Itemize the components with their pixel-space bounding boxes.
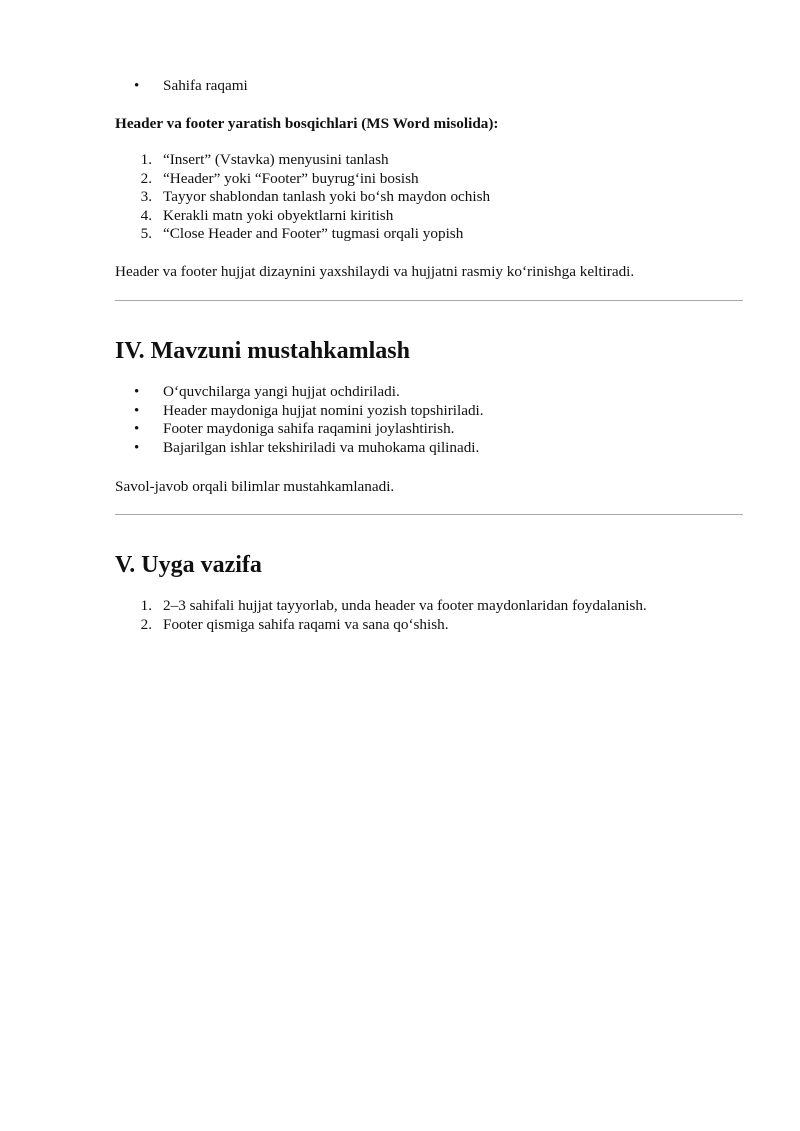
list-item: [0, 151, 490, 170]
list-item-text: Sahifa raqami: [163, 77, 248, 94]
list-item: [0, 420, 484, 439]
list-item-text: O‘quvchilarga yangi hujjat ochdiriladi.: [163, 383, 400, 400]
list-item-text: Footer maydoniga sahifa raqamini joylashtirish.: [163, 420, 455, 438]
list-number: 2.: [140, 169, 152, 187]
list-number: 5.: [140, 225, 152, 243]
list-item-text: “Close Header and Footer” tugmasi orqali yopish: [163, 225, 464, 243]
list-item-text: “Header” yoki “Footer” buyrug‘ini bosish: [163, 169, 419, 187]
section-iv-list: [0, 383, 484, 457]
list-item: [0, 439, 484, 458]
bullet-icon: •: [134, 421, 140, 438]
list-item: [0, 616, 647, 635]
horizontal-rule: [115, 300, 743, 301]
list-number: 2.: [140, 615, 152, 633]
list-item: [0, 225, 490, 244]
list-item-text: Bajarilgan ishlar tekshiriladi va muhokama qilinadi.: [163, 438, 480, 456]
list-item-text: “Insert” (Vstavka) menyusini tanlash: [163, 151, 389, 168]
list-item: [0, 383, 484, 402]
steps-heading: Header va footer yaratish bosqichlari (MS Word misolida):: [115, 115, 499, 132]
list-number: 1.: [140, 597, 152, 614]
horizontal-rule: [115, 514, 743, 515]
list-item: [0, 402, 484, 421]
list-item-text: Footer qismiga sahifa raqami va sana qo‘shish.: [163, 615, 449, 633]
bullet-icon: •: [134, 384, 140, 400]
list-number: 4.: [140, 206, 152, 224]
section-v-list: [0, 597, 647, 634]
bullet-icon: •: [134, 402, 140, 419]
list-number: 1.: [140, 151, 152, 168]
list-item: [0, 77, 248, 96]
list-item: [0, 207, 490, 226]
list-item: [0, 597, 647, 616]
section-iv-title: IV. Mavzuni mustahkamlash: [115, 338, 410, 364]
steps-summary: Header va footer hujjat dizaynini yaxshilaydi va hujjatni rasmiy ko‘rinishga keltiradi.: [115, 263, 635, 280]
bullet-icon: •: [134, 78, 140, 94]
top-bullet-list: [0, 77, 248, 96]
list-item: [0, 170, 490, 189]
list-item-text: 2–3 sahifali hujjat tayyorlab, unda header va footer maydonlaridan foydalanish.: [163, 597, 647, 614]
bullet-icon: •: [134, 439, 140, 456]
list-item-text: Header maydoniga hujjat nomini yozish topshiriladi.: [163, 401, 484, 419]
list-item-text: Tayyor shablondan tanlash yoki bo‘sh maydon ochish: [163, 188, 491, 206]
steps-list: [0, 151, 490, 244]
section-v-title: V. Uyga vazifa: [115, 552, 262, 578]
list-item-text: Kerakli matn yoki obyektlarni kiritish: [163, 206, 394, 224]
list-number: 3.: [140, 188, 152, 206]
list-item: [0, 188, 490, 207]
section-iv-summary: Savol-javob orqali bilimlar mustahkamlanadi.: [115, 478, 395, 495]
